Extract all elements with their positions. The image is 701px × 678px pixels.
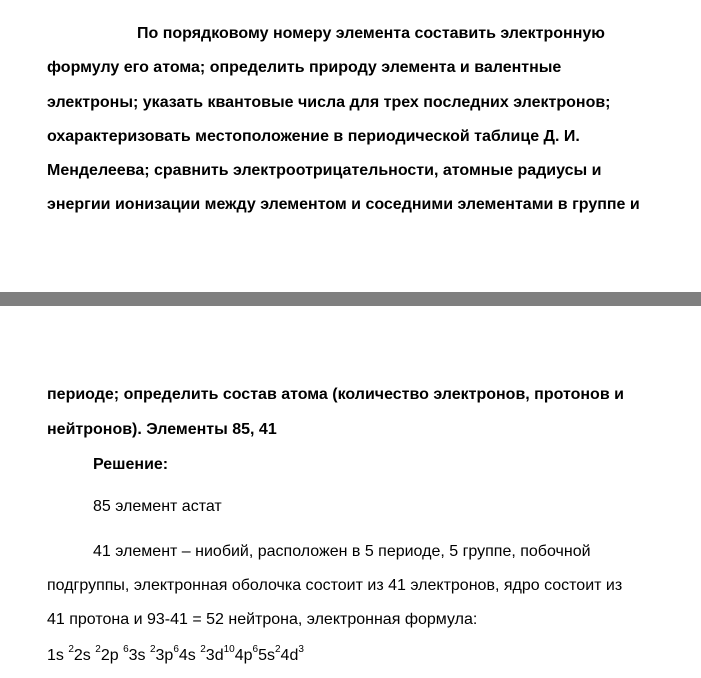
formula-electron-count: 2 (200, 643, 206, 655)
task-line-8: нейтронов). Элементы 85, 41 (47, 421, 277, 438)
task-line-7: периоде; определить состав атома (количество электронов, протонов и (47, 386, 624, 403)
task-line-2: формулу его атома; определить природу элемента и валентные (47, 59, 562, 76)
task-line-1: По порядковому номеру элемента составить электронную (137, 25, 605, 42)
formula-orbital: 1s (47, 647, 69, 664)
formula-orbital: 3d (205, 647, 224, 664)
element-85-text: 85 элемент астат (93, 498, 222, 515)
element-41-line-3: 41 протона и 93-41 = 52 нейтрона, электронная формула: (47, 611, 478, 628)
formula-orbital: 3s (128, 647, 150, 664)
task-line-3: электроны; указать квантовые числа для трех последних электронов; (47, 94, 611, 111)
formula-orbital: 4p (234, 647, 253, 664)
formula-orbital: 2s (73, 647, 96, 664)
formula-electron-count: 10 (223, 643, 235, 655)
task-line-4: охарактеризовать местоположение в периодической таблице Д. И. (47, 128, 580, 145)
task-line-6: энергии ионизации между элементом и соседними элементами в группе и (47, 196, 640, 213)
formula-electron-count: 2 (149, 643, 156, 655)
formula-electron-count: 6 (123, 643, 129, 655)
formula-electron-count: 2 (274, 643, 281, 655)
page-break-divider (0, 292, 701, 306)
formula-electron-count: 6 (173, 643, 179, 655)
formula-orbital: 4s (178, 647, 201, 664)
solution-heading: Решение: (93, 456, 169, 473)
element-41-line-1: 41 элемент – ниобий, расположен в 5 периоде, 5 группе, побочной (93, 543, 591, 560)
electron-formula (47, 643, 304, 666)
task-line-5: Менделеева; сравнить электроотрицательности, атомные радиусы и (47, 162, 602, 179)
formula-electron-count: 3 (298, 643, 304, 655)
formula-orbital: 3p (155, 647, 174, 664)
formula-orbital: 5s (258, 647, 275, 664)
formula-electron-count: 6 (252, 643, 259, 655)
formula-orbital: 4d (280, 647, 299, 664)
formula-electron-count: 2 (68, 643, 74, 655)
formula-electron-count: 2 (95, 643, 101, 655)
formula-orbital: 2p (100, 647, 124, 664)
element-41-line-2: подгруппы, электронная оболочка состоит из 41 электронов, ядро состоит из (47, 577, 623, 594)
